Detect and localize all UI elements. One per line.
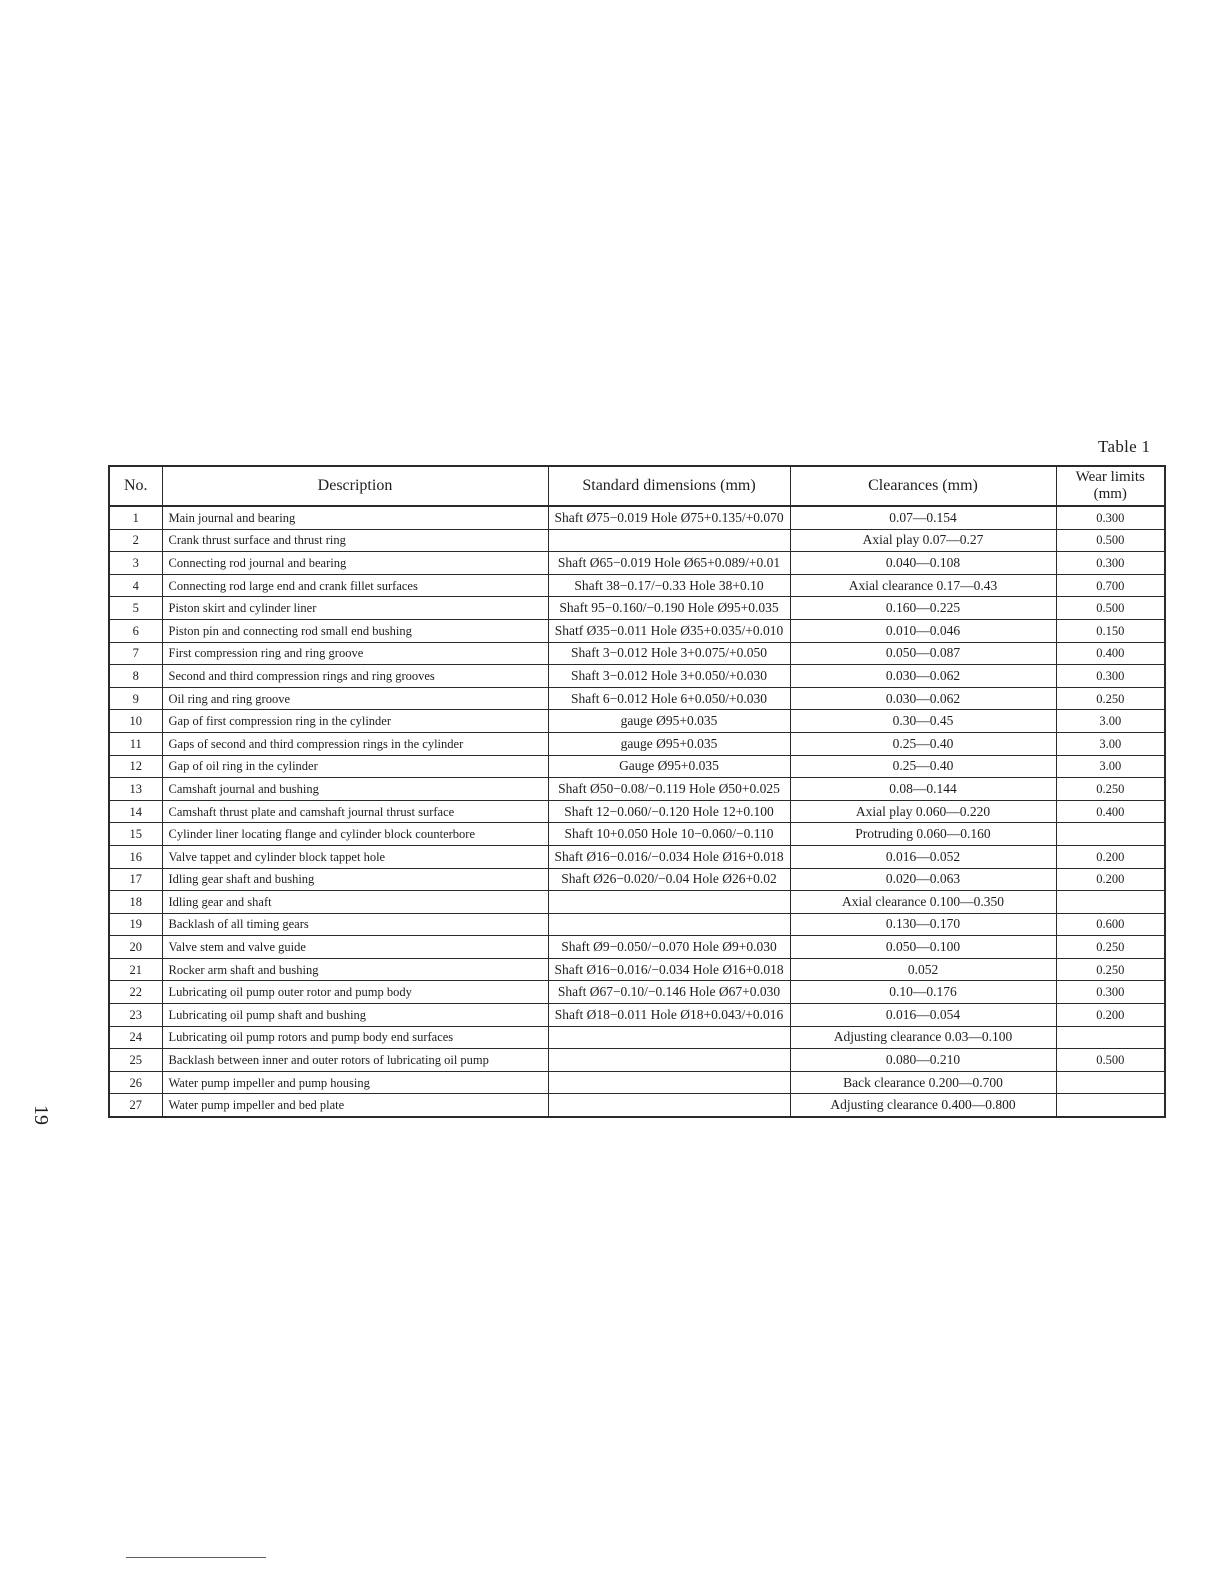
row-standard-dimensions — [548, 529, 790, 552]
row-number: 24 — [109, 1026, 162, 1049]
row-clearances: 0.030—0.062 — [790, 665, 1056, 688]
row-standard-dimensions: Shaft 3−0.012 Hole 3+0.075/+0.050 — [548, 642, 790, 665]
col-header-wear: Wear limits (mm) — [1056, 466, 1165, 506]
row-wear-limit: 0.300 — [1056, 981, 1165, 1004]
table-row — [109, 506, 1165, 529]
table-row — [109, 1094, 1165, 1117]
table-row — [109, 1004, 1165, 1027]
row-number: 26 — [109, 1071, 162, 1094]
row-clearances: 0.080—0.210 — [790, 1049, 1056, 1072]
row-wear-limit — [1056, 891, 1165, 914]
row-standard-dimensions: Shaft 95−0.160/−0.190 Hole Ø95+0.035 — [548, 597, 790, 620]
row-standard-dimensions: Shaft 6−0.012 Hole 6+0.050/+0.030 — [548, 687, 790, 710]
row-description: Gap of oil ring in the cylinder — [162, 755, 548, 778]
table-row — [109, 891, 1165, 914]
row-number: 4 — [109, 574, 162, 597]
row-description: Gaps of second and third compression rings in the cylinder — [162, 732, 548, 755]
row-clearances: 0.016—0.054 — [790, 1004, 1056, 1027]
row-number: 21 — [109, 958, 162, 981]
row-clearances: 0.25—0.40 — [790, 732, 1056, 755]
row-wear-limit: 0.300 — [1056, 552, 1165, 575]
row-description: Idling gear shaft and bushing — [162, 868, 548, 891]
row-description: Second and third compression rings and ring grooves — [162, 665, 548, 688]
table-row — [109, 958, 1165, 981]
row-wear-limit: 0.300 — [1056, 665, 1165, 688]
row-wear-limit: 0.200 — [1056, 1004, 1165, 1027]
row-standard-dimensions: Gauge Ø95+0.035 — [548, 755, 790, 778]
row-number: 7 — [109, 642, 162, 665]
row-clearances: Adjusting clearance 0.03—0.100 — [790, 1026, 1056, 1049]
row-number: 22 — [109, 981, 162, 1004]
table-row — [109, 868, 1165, 891]
row-description: Camshaft journal and bushing — [162, 778, 548, 801]
table-row — [109, 823, 1165, 846]
row-clearances: 0.016—0.052 — [790, 845, 1056, 868]
row-standard-dimensions: Shaft Ø67−0.10/−0.146 Hole Ø67+0.030 — [548, 981, 790, 1004]
row-clearances: 0.050—0.100 — [790, 936, 1056, 959]
row-description: First compression ring and ring groove — [162, 642, 548, 665]
row-wear-limit: 0.250 — [1056, 778, 1165, 801]
table-row — [109, 687, 1165, 710]
row-wear-limit: 0.250 — [1056, 958, 1165, 981]
row-description: Crank thrust surface and thrust ring — [162, 529, 548, 552]
row-number: 20 — [109, 936, 162, 959]
row-description: Connecting rod journal and bearing — [162, 552, 548, 575]
row-clearances: 0.030—0.062 — [790, 687, 1056, 710]
row-clearances: Protruding 0.060—0.160 — [790, 823, 1056, 846]
col-header-clearances: Clearances (mm) — [790, 466, 1056, 506]
table-row — [109, 1071, 1165, 1094]
row-standard-dimensions: Shaft Ø9−0.050/−0.070 Hole Ø9+0.030 — [548, 936, 790, 959]
row-wear-limit: 0.200 — [1056, 868, 1165, 891]
row-wear-limit: 0.250 — [1056, 936, 1165, 959]
table-body — [109, 506, 1165, 1117]
table-row — [109, 597, 1165, 620]
row-number: 15 — [109, 823, 162, 846]
row-wear-limit: 0.200 — [1056, 845, 1165, 868]
row-standard-dimensions: Shaft Ø65−0.019 Hole Ø65+0.089/+0.01 — [548, 552, 790, 575]
table-row — [109, 732, 1165, 755]
row-wear-limit: 3.00 — [1056, 710, 1165, 733]
row-number: 2 — [109, 529, 162, 552]
row-standard-dimensions: gauge Ø95+0.035 — [548, 732, 790, 755]
col-header-description: Description — [162, 466, 548, 506]
row-wear-limit: 0.500 — [1056, 1049, 1165, 1072]
row-clearances: Adjusting clearance 0.400—0.800 — [790, 1094, 1056, 1117]
row-wear-limit: 0.250 — [1056, 687, 1165, 710]
row-number: 9 — [109, 687, 162, 710]
table-row — [109, 665, 1165, 688]
row-clearances: Axial clearance 0.17—0.43 — [790, 574, 1056, 597]
row-description: Backlash of all timing gears — [162, 913, 548, 936]
row-clearances: 0.08—0.144 — [790, 778, 1056, 801]
header-row — [109, 466, 1165, 506]
row-standard-dimensions: Shaft 10+0.050 Hole 10−0.060/−0.110 — [548, 823, 790, 846]
row-description: Camshaft thrust plate and camshaft journal thrust surface — [162, 800, 548, 823]
row-standard-dimensions — [548, 1094, 790, 1117]
row-wear-limit — [1056, 1094, 1165, 1117]
table-row — [109, 845, 1165, 868]
table-row — [109, 619, 1165, 642]
row-description: Valve stem and valve guide — [162, 936, 548, 959]
row-clearances: 0.30—0.45 — [790, 710, 1056, 733]
row-wear-limit: 3.00 — [1056, 755, 1165, 778]
table-row — [109, 981, 1165, 1004]
row-description: Rocker arm shaft and bushing — [162, 958, 548, 981]
row-number: 14 — [109, 800, 162, 823]
row-standard-dimensions — [548, 1049, 790, 1072]
row-standard-dimensions — [548, 1026, 790, 1049]
row-wear-limit: 0.600 — [1056, 913, 1165, 936]
row-standard-dimensions: Shatf Ø35−0.011 Hole Ø35+0.035/+0.010 — [548, 619, 790, 642]
table-row — [109, 710, 1165, 733]
row-clearances: Back clearance 0.200—0.700 — [790, 1071, 1056, 1094]
row-clearances: 0.040—0.108 — [790, 552, 1056, 575]
row-clearances: 0.25—0.40 — [790, 755, 1056, 778]
row-standard-dimensions — [548, 913, 790, 936]
row-wear-limit — [1056, 1071, 1165, 1094]
row-description: Cylinder liner locating flange and cylinder block counterbore — [162, 823, 548, 846]
row-standard-dimensions: Shaft Ø26−0.020/−0.04 Hole Ø26+0.02 — [548, 868, 790, 891]
row-wear-limit — [1056, 823, 1165, 846]
row-number: 25 — [109, 1049, 162, 1072]
row-number: 23 — [109, 1004, 162, 1027]
row-clearances: 0.010—0.046 — [790, 619, 1056, 642]
row-description: Connecting rod large end and crank fillet surfaces — [162, 574, 548, 597]
table-row — [109, 529, 1165, 552]
row-description: Piston pin and connecting rod small end bushing — [162, 619, 548, 642]
row-number: 10 — [109, 710, 162, 733]
row-clearances: Axial play 0.07—0.27 — [790, 529, 1056, 552]
row-wear-limit: 0.400 — [1056, 800, 1165, 823]
row-description: Lubricating oil pump rotors and pump body end surfaces — [162, 1026, 548, 1049]
col-header-standard: Standard dimensions (mm) — [548, 466, 790, 506]
footer-rule — [126, 1557, 266, 1558]
row-number: 17 — [109, 868, 162, 891]
row-number: 3 — [109, 552, 162, 575]
row-number: 11 — [109, 732, 162, 755]
row-description: Main journal and bearing — [162, 506, 548, 529]
table-row — [109, 642, 1165, 665]
row-description: Piston skirt and cylinder liner — [162, 597, 548, 620]
spec-table — [108, 465, 1166, 1118]
row-number: 19 — [109, 913, 162, 936]
table-row — [109, 1049, 1165, 1072]
row-description: Water pump impeller and pump housing — [162, 1071, 548, 1094]
row-standard-dimensions — [548, 891, 790, 914]
row-number: 12 — [109, 755, 162, 778]
table-caption: Table 1 — [1098, 437, 1151, 456]
row-clearances: 0.160—0.225 — [790, 597, 1056, 620]
table-row — [109, 755, 1165, 778]
row-standard-dimensions: Shaft Ø18−0.011 Hole Ø18+0.043/+0.016 — [548, 1004, 790, 1027]
row-clearances: 0.07—0.154 — [790, 506, 1056, 529]
row-number: 18 — [109, 891, 162, 914]
table-row — [109, 778, 1165, 801]
table-row — [109, 552, 1165, 575]
row-number: 6 — [109, 619, 162, 642]
row-description: Backlash between inner and outer rotors of lubricating oil pump — [162, 1049, 548, 1072]
row-wear-limit: 0.500 — [1056, 529, 1165, 552]
table-row — [109, 936, 1165, 959]
row-number: 8 — [109, 665, 162, 688]
row-clearances: 0.020—0.063 — [790, 868, 1056, 891]
table-row — [109, 1026, 1165, 1049]
row-clearances: 0.050—0.087 — [790, 642, 1056, 665]
row-standard-dimensions: Shaft 38−0.17/−0.33 Hole 38+0.10 — [548, 574, 790, 597]
row-description: Lubricating oil pump outer rotor and pump body — [162, 981, 548, 1004]
row-number: 1 — [109, 506, 162, 529]
row-wear-limit: 0.700 — [1056, 574, 1165, 597]
row-clearances: 0.130—0.170 — [790, 913, 1056, 936]
row-wear-limit: 0.400 — [1056, 642, 1165, 665]
row-standard-dimensions: Shaft Ø75−0.019 Hole Ø75+0.135/+0.070 — [548, 506, 790, 529]
row-wear-limit: 0.150 — [1056, 619, 1165, 642]
row-clearances: Axial clearance 0.100—0.350 — [790, 891, 1056, 914]
table-row — [109, 913, 1165, 936]
page-number: 19 — [30, 1105, 52, 1125]
row-description: Valve tappet and cylinder block tappet hole — [162, 845, 548, 868]
table-row — [109, 574, 1165, 597]
row-wear-limit — [1056, 1026, 1165, 1049]
row-description: Water pump impeller and bed plate — [162, 1094, 548, 1117]
row-number: 27 — [109, 1094, 162, 1117]
row-standard-dimensions: Shaft 12−0.060/−0.120 Hole 12+0.100 — [548, 800, 790, 823]
table-row — [109, 800, 1165, 823]
row-wear-limit: 3.00 — [1056, 732, 1165, 755]
row-number: 5 — [109, 597, 162, 620]
row-standard-dimensions: Shaft Ø50−0.08/−0.119 Hole Ø50+0.025 — [548, 778, 790, 801]
row-standard-dimensions: Shaft 3−0.012 Hole 3+0.050/+0.030 — [548, 665, 790, 688]
row-description: Lubricating oil pump shaft and bushing — [162, 1004, 548, 1027]
row-wear-limit: 0.500 — [1056, 597, 1165, 620]
row-standard-dimensions: Shaft Ø16−0.016/−0.034 Hole Ø16+0.018 — [548, 958, 790, 981]
row-number: 13 — [109, 778, 162, 801]
row-description: Oil ring and ring groove — [162, 687, 548, 710]
col-header-no: No. — [109, 466, 162, 506]
row-clearances: 0.10—0.176 — [790, 981, 1056, 1004]
row-clearances: 0.052 — [790, 958, 1056, 981]
row-clearances: Axial play 0.060—0.220 — [790, 800, 1056, 823]
row-number: 16 — [109, 845, 162, 868]
row-wear-limit: 0.300 — [1056, 506, 1165, 529]
row-description: Idling gear and shaft — [162, 891, 548, 914]
row-standard-dimensions: gauge Ø95+0.035 — [548, 710, 790, 733]
row-standard-dimensions: Shaft Ø16−0.016/−0.034 Hole Ø16+0.018 — [548, 845, 790, 868]
row-description: Gap of first compression ring in the cylinder — [162, 710, 548, 733]
row-standard-dimensions — [548, 1071, 790, 1094]
